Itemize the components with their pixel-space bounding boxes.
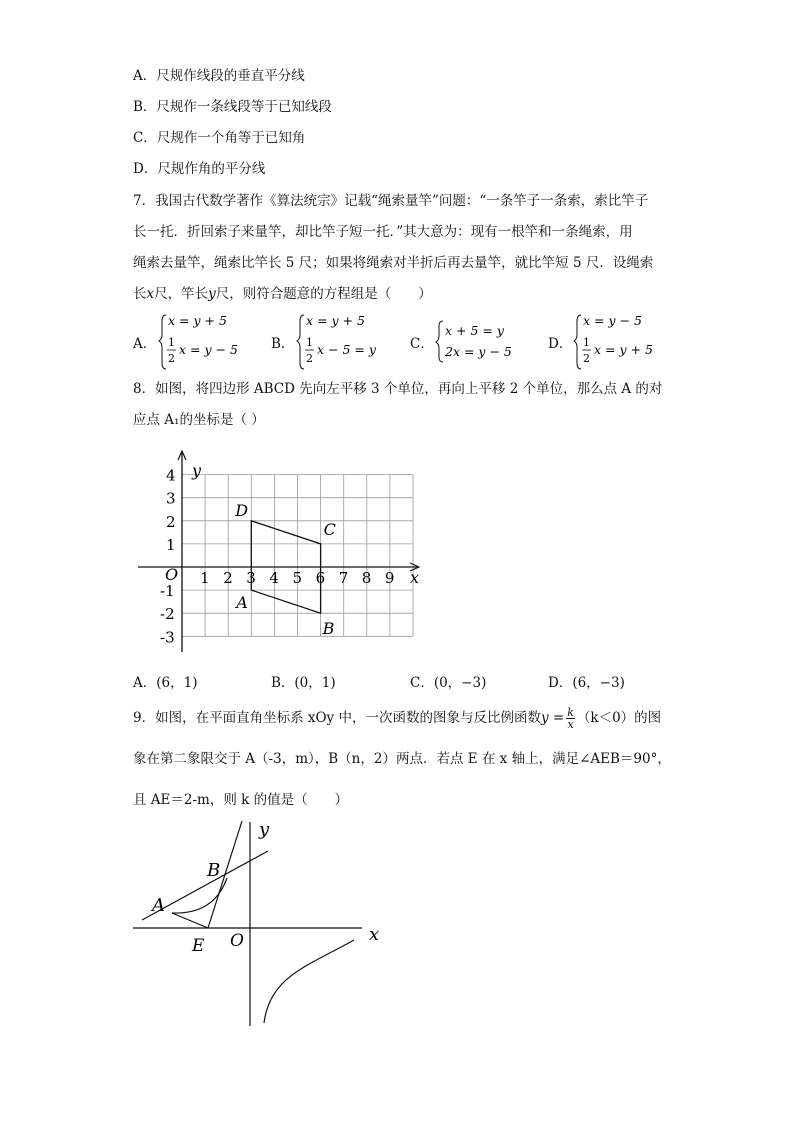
tick-labels — [160, 467, 394, 647]
y-tick-label: -3 — [160, 628, 175, 647]
q7-line-1: 7．我国古代数学著作《算法统宗》记载“绳索量竿”问题：“一条竿子一条索，索比竿子 — [133, 193, 649, 209]
equation-2: x = y − 5 — [179, 342, 238, 357]
equation-system — [297, 311, 407, 375]
grid — [182, 475, 413, 637]
y-tick-label: 3 — [166, 489, 176, 508]
option-c-q6: C．尺规作一个角等于已知角 — [133, 130, 306, 146]
equation-2: x = y + 5 — [594, 342, 653, 357]
x-tick-label: 2 — [223, 569, 233, 587]
equation-1: x = y + 5 — [168, 313, 227, 328]
q9-figure — [130, 818, 390, 1030]
x-axis-label: x — [410, 568, 420, 587]
x-tick-label: 7 — [338, 569, 349, 587]
equation-system-svg — [574, 311, 684, 371]
x-tick-label: 8 — [361, 569, 372, 587]
x-axis-label: x — [369, 924, 380, 945]
equation-system — [159, 311, 269, 375]
brace — [436, 321, 443, 362]
option-d-q6: D．尺规作角的平分线 — [133, 161, 266, 177]
q8-option-b: B．(0，1) — [271, 675, 336, 691]
q9-line-1 — [133, 707, 661, 730]
x-tick-label: 9 — [384, 569, 395, 587]
q9-text: （k＜0）的图 — [576, 710, 662, 726]
q9-text: 9．如图，在平面直角坐标系 xOy 中，一次函数的图象与反比例函数 — [133, 710, 541, 726]
option-label: B． — [271, 336, 295, 352]
equation-1: x + 5 = y — [445, 323, 504, 338]
var-y: y — [208, 286, 216, 302]
equation-system — [436, 311, 546, 375]
fraction-numerator: 1 — [306, 336, 313, 349]
option-label: C． — [410, 336, 434, 352]
fraction-denominator: 2 — [168, 352, 175, 365]
q8-line-1: 8．如图，将四边形 ABCD 先向左平移 3 个单位，再向上平移 2 个单位，那么点 A 的对 — [133, 381, 663, 397]
origin-label: O — [230, 931, 244, 951]
frac-lhs: y = — [540, 710, 565, 726]
y-tick-label: 2 — [166, 512, 176, 531]
brace — [574, 315, 581, 369]
option-label: A． — [133, 336, 157, 352]
fraction-numerator: 1 — [168, 336, 175, 349]
fraction-numerator: k — [567, 706, 574, 719]
q8-line-2: 应点 A₁的坐标是（ ） — [133, 412, 265, 428]
point-b-label: B — [207, 860, 221, 881]
fraction-denominator: 2 — [583, 352, 590, 365]
fraction-denominator: x — [567, 718, 574, 731]
option-a-q6: A．尺规作线段的垂直平分线 — [133, 68, 305, 84]
q9-line-2: 象在第二象限交于 A（-3，m），B（n，2）两点．若点 E 在 x 轴上，满足∠AEB＝90°， — [133, 751, 671, 767]
equation-system — [574, 311, 684, 375]
vertex-label-a: A — [236, 593, 248, 613]
fraction-k-over-x — [566, 707, 575, 730]
vertex-label-d: D — [235, 500, 249, 520]
q8-option-c: C．(0，−3) — [410, 675, 487, 691]
equation-1: x = y + 5 — [306, 313, 365, 328]
point-e-label: E — [192, 936, 205, 956]
x-tick-label: 6 — [315, 569, 326, 587]
q8-option-d: D．(6，−3) — [548, 675, 625, 691]
y-axis-label: y — [259, 819, 270, 840]
q7-line-3: 绳索去量竿，绳索比竿长 5 尺；如果将绳索对半折后再去量竿，就比竿短 5 尺．设绳索 — [133, 255, 654, 271]
option-b-q6: B．尺规作一条线段等于已知线段 — [133, 99, 332, 115]
q7-text: 尺，则符合题意的方程组是（ ） — [215, 286, 432, 302]
q7-line-4 — [133, 285, 432, 303]
equation-2: x − 5 = y — [317, 342, 376, 357]
x-tick-label: 3 — [246, 569, 256, 587]
equation-system-svg — [436, 311, 546, 371]
q7-text: 长 — [133, 286, 147, 302]
q8-grid-figure — [135, 440, 425, 656]
y-tick-label: 1 — [166, 535, 176, 554]
q7-options — [133, 311, 693, 371]
segment-ae — [172, 913, 208, 928]
vertex-label-b: B — [322, 619, 335, 639]
q8-answers — [133, 671, 693, 689]
fraction-numerator: 1 — [583, 336, 590, 349]
hyperbola-branch-4 — [264, 940, 354, 1023]
x-tick-label: 4 — [269, 569, 279, 587]
y-tick-label: -2 — [160, 605, 175, 624]
x-tick-label: 1 — [200, 569, 210, 587]
fraction-denominator: 2 — [306, 352, 313, 365]
q8-option-a: A．(6，1) — [133, 675, 198, 691]
brace — [159, 315, 166, 369]
x-tick-label: 5 — [292, 569, 303, 587]
q9-line-3: 且 AE＝2-m，则 k 的值是（ ） — [133, 792, 349, 808]
equation-system-svg — [297, 311, 407, 371]
y-axis-label: y — [192, 461, 202, 480]
equation-2: 2x = y − 5 — [445, 344, 512, 359]
y-tick-label: 4 — [166, 466, 176, 485]
equation-system-svg — [159, 311, 269, 371]
var-x: x — [146, 286, 155, 302]
vertex-label-c: C — [323, 519, 336, 539]
q7-line-2: 长一托．折回索子来量竿，却比竿子短一托．”其大意为：现有一根竿和一条绳索，用 — [133, 224, 633, 240]
point-a-label: A — [152, 895, 165, 916]
origin-label: O — [165, 565, 179, 584]
brace — [297, 315, 304, 369]
y-tick-label: -1 — [160, 582, 175, 601]
equation-1: x = y − 5 — [583, 313, 642, 328]
option-label: D． — [548, 336, 573, 352]
q7-text: 尺，竿长 — [154, 286, 209, 302]
